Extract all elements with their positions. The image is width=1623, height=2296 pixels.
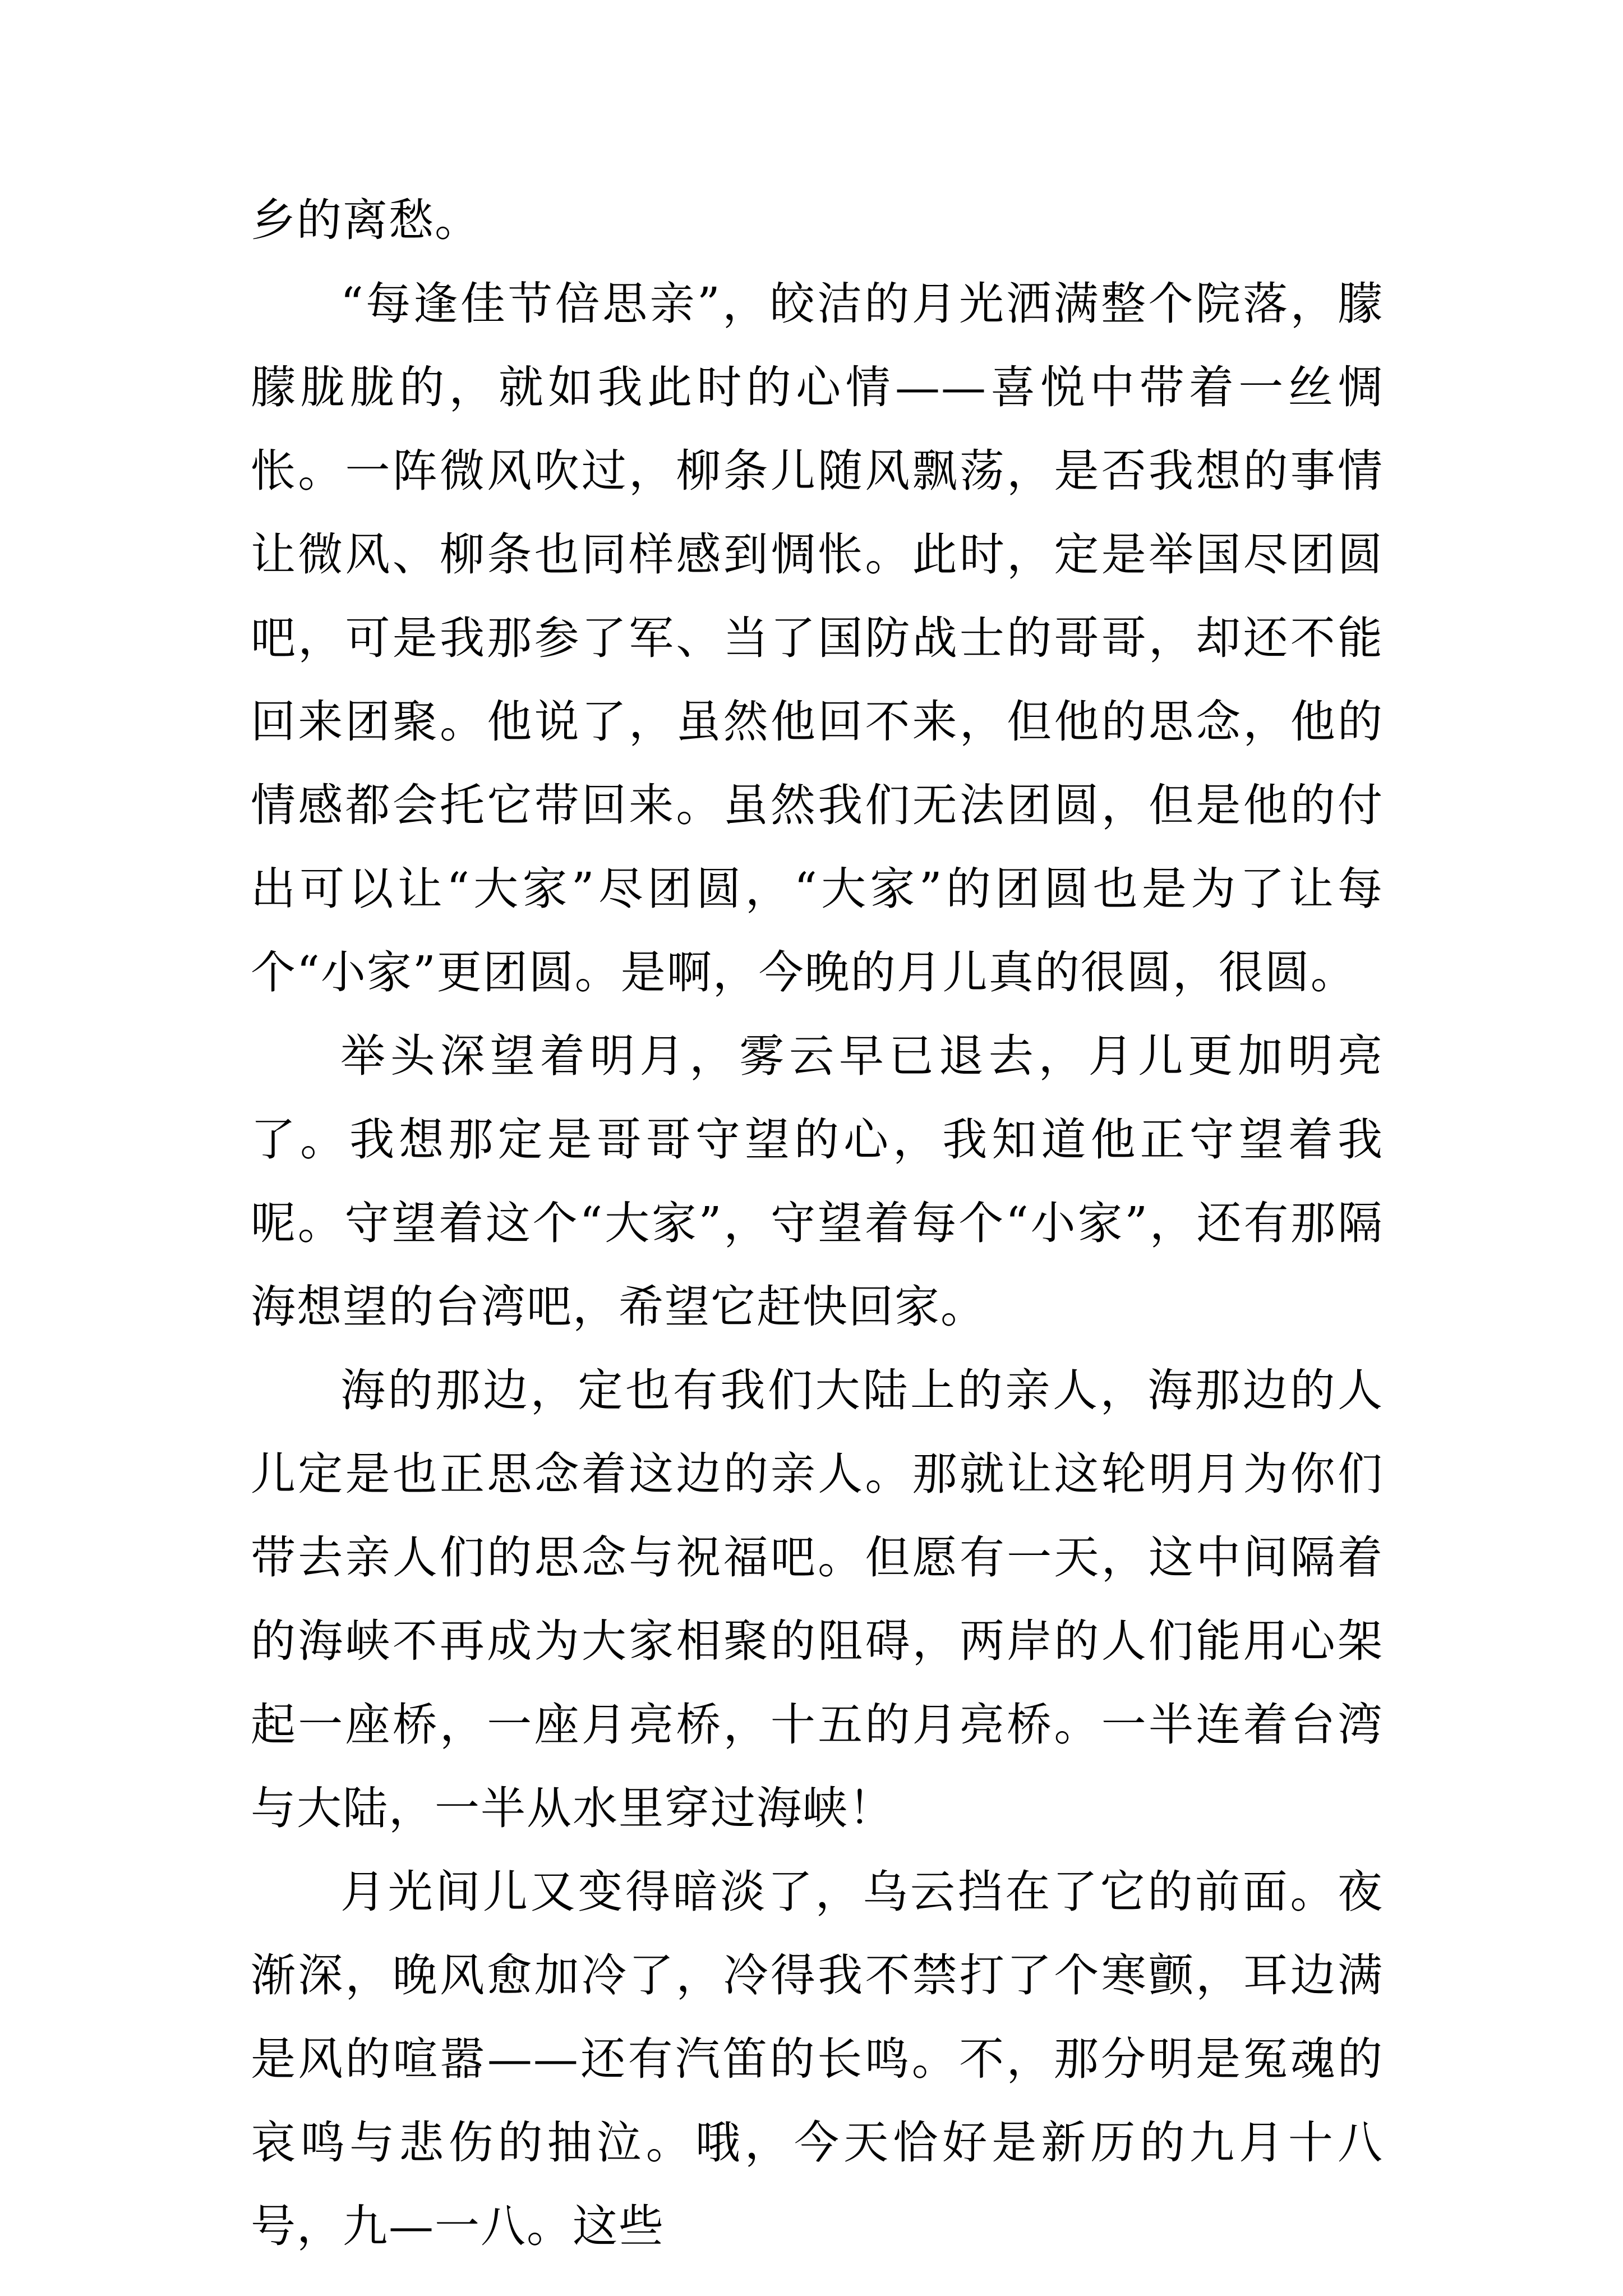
body-text: [251, 178, 1384, 2268]
paragraph-3: 举头深望着明月，雾云早已退去，月儿更加明亮了。我想那定是哥哥守望的心，我知道他正守望着我呢。守望着这个“大家”，守望着每个“小家”，还有那隔海想望的台湾吧，希望它赶快回家。: [251, 1030, 1384, 1333]
paragraph-1: 乡的离愁。: [251, 194, 481, 246]
paragraph-2: “每逢佳节倍思亲”，皎洁的月光洒满整个院落，朦朦胧胧的，就如我此时的心情——喜悦中带着一丝惆怅。一阵微风吹过，柳条儿随风飘荡，是否我想的事情让微风、柳条也同样感到惆怅。此时，定是举国尽团圆吧，可是我那参了军、当了国防战士的哥哥，却还不能回来团聚。他说了，虽然他回不来，但他的思念，他的情感都会托它带回来。虽然我们无法团圆，但是他的付出可以让“大家”尽团圆，“大家”的团圆也是为了让每个“小家”更团圆。是啊，今晚的月儿真的很圆，很圆。: [251, 278, 1384, 999]
paragraph-5: 月光间儿又变得暗淡了，乌云挡在了它的前面。夜渐深，晚风愈加冷了，冷得我不禁打了个寒颤，耳边满是风的喧嚣——还有汽笛的长鸣。不，那分明是冤魂的哀鸣与悲伤的抽泣。哦，今天恰好是新历的九月十八号，九—一八。这些: [251, 1866, 1384, 2252]
paragraph-4: 海的那边，定也有我们大陆上的亲人，海那边的人儿定是也正思念着这边的亲人。那就让这轮明月为你们带去亲人们的思念与祝福吧。但愿有一天，这中间隔着的海峡不再成为大家相聚的阻碍，两岸的人们能用心架起一座桥，一座月亮桥，十五的月亮桥。一半连着台湾与大陆，一半从水里穿过海峡！: [251, 1364, 1384, 1834]
